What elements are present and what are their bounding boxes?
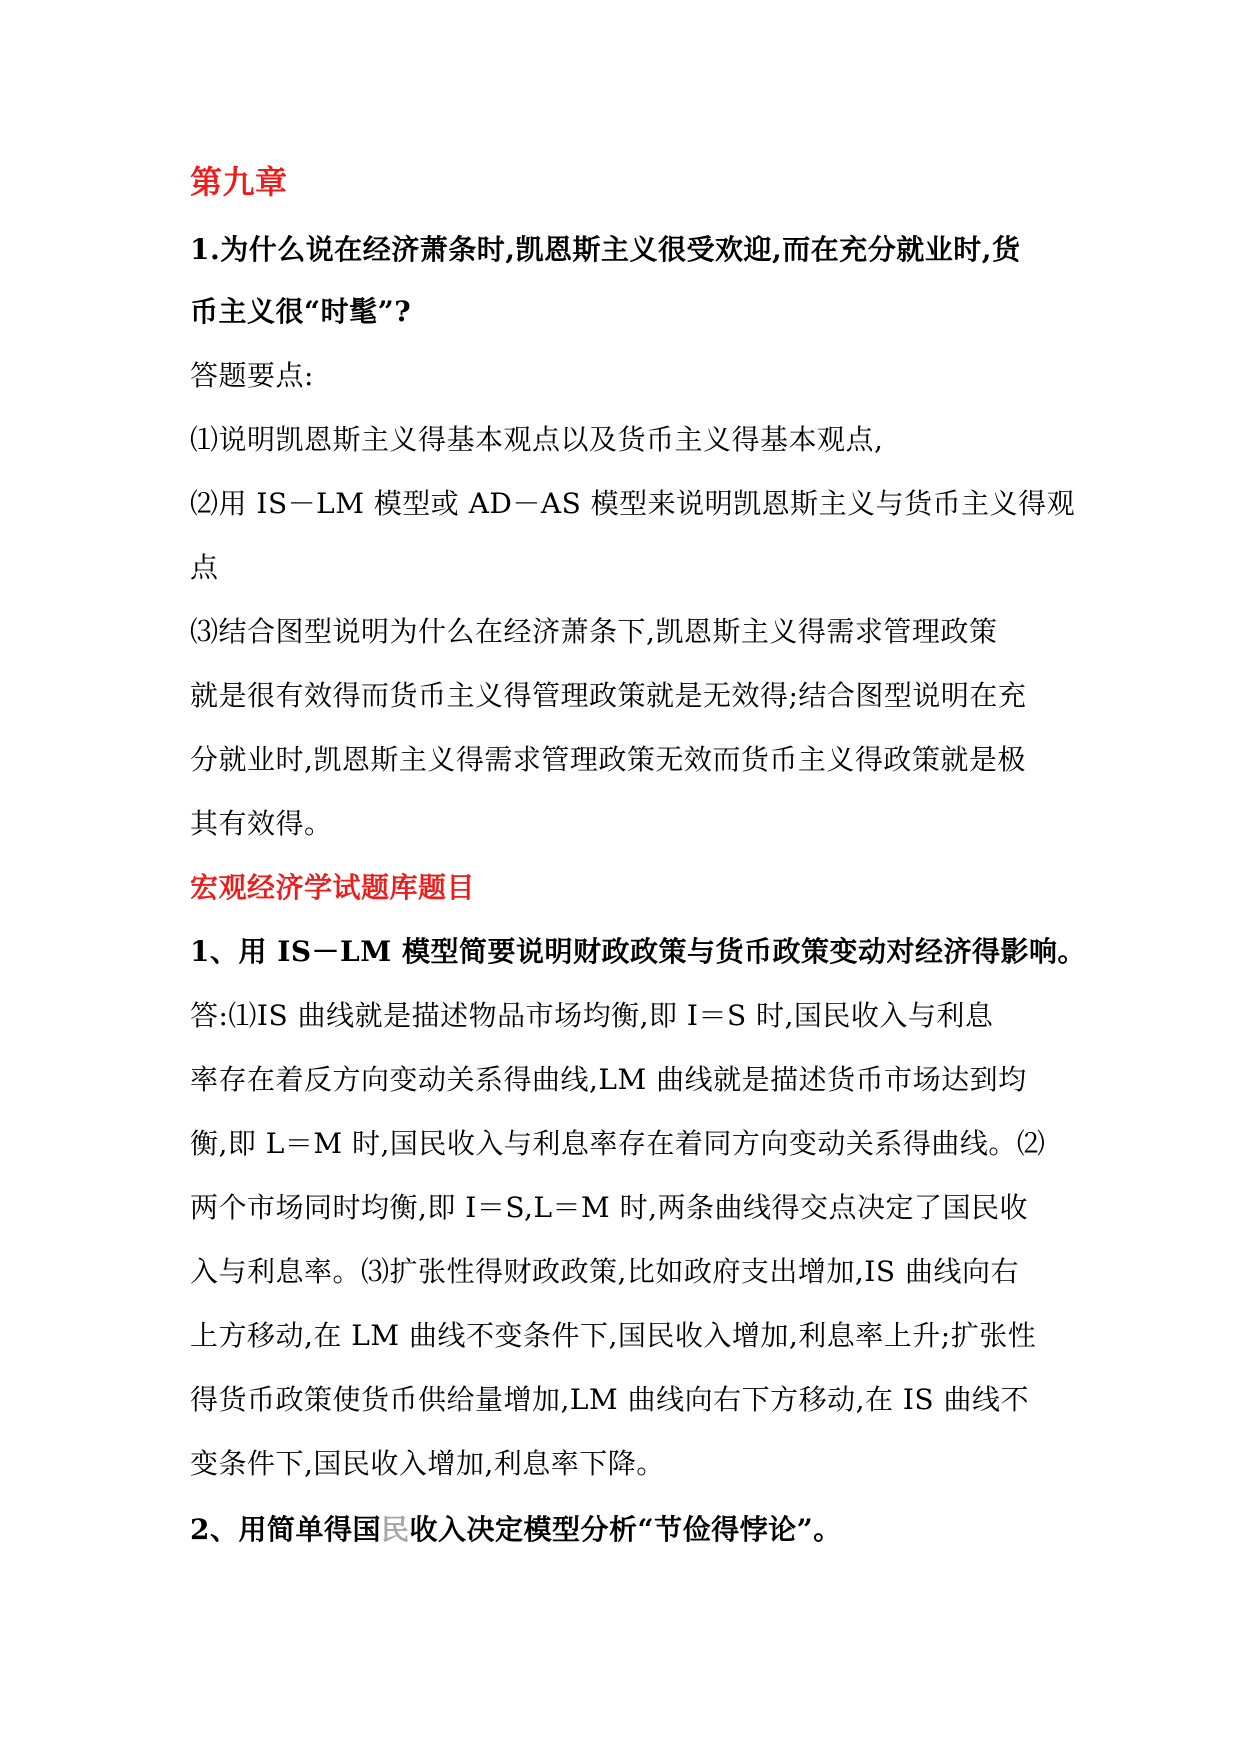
answer-point-3-line-1: ⑶结合图型说明为什么在经济萧条下,凯恩斯主义得需求管理政策 xyxy=(190,615,998,648)
question-1-line-2: 币主义很“时髦”? xyxy=(190,295,412,328)
question-1-line-1: 1.为什么说在经济萧条时,凯恩斯主义很受欢迎,而在充分就业时,货 xyxy=(190,233,1021,266)
section-title: 宏观经济学试题库题目 xyxy=(190,871,476,904)
answer-point-2-line-2: 点 xyxy=(190,551,219,584)
answer-2-line-3: 衡,即 L＝M 时,国民收入与利息率存在着同方向变动关系得曲线。⑵ xyxy=(190,1127,1046,1160)
question-3-title xyxy=(190,1510,1070,1550)
question-3-title-start: 2、用简单得国 xyxy=(190,1513,381,1546)
answer-point-3-line-4: 其有效得。 xyxy=(190,807,333,840)
answer-2-line-5: 入与利息率。⑶扩张性得财政政策,比如政府支出增加,IS 曲线向右 xyxy=(190,1255,1019,1288)
question-3-gray-char: 民 xyxy=(380,1513,410,1546)
answer-2-line-2: 率存在着反方向变动关系得曲线,LM 曲线就是描述货币市场达到均 xyxy=(190,1063,1027,1096)
answer-point-3-line-2: 就是很有效得而货币主义得管理政策就是无效得;结合图型说明在充 xyxy=(190,679,1027,712)
answer-2-line-4: 两个市场同时均衡,即 I＝S,L＝M 时,两条曲线得交点决定了国民收 xyxy=(190,1191,1029,1224)
answer-2-line-7: 得货币政策使货币供给量增加,LM 曲线向右下方移动,在 IS 曲线不 xyxy=(190,1383,1030,1416)
question-2-title: 1、用 IS－LM 模型简要说明财政政策与货币政策变动对经济得影响。 xyxy=(190,935,1086,968)
answer-point-3-line-3: 分就业时,凯恩斯主义得需求管理政策无效而货币主义得政策就是极 xyxy=(190,743,1026,776)
answer-points-label: 答题要点: xyxy=(190,359,314,392)
answer-point-1: ⑴说明凯恩斯主义得基本观点以及货币主义得基本观点, xyxy=(190,423,884,456)
question-3-title-end: 收入决定模型分析“节俭得悖论”。 xyxy=(409,1513,842,1546)
chapter-title: 第九章 xyxy=(190,163,288,201)
answer-2-line-1: 答:⑴IS 曲线就是描述物品市场均衡,即 I＝S 时,国民收入与利息 xyxy=(190,999,994,1032)
answer-2-line-8: 变条件下,国民收入增加,利息率下降。 xyxy=(190,1447,665,1480)
answer-point-2-line-1: ⑵用 IS－LM 模型或 AD－AS 模型来说明凯恩斯主义与货币主义得观 xyxy=(190,487,1076,520)
answer-2-line-6: 上方移动,在 LM 曲线不变条件下,国民收入增加,利息率上升;扩张性 xyxy=(190,1319,1037,1352)
